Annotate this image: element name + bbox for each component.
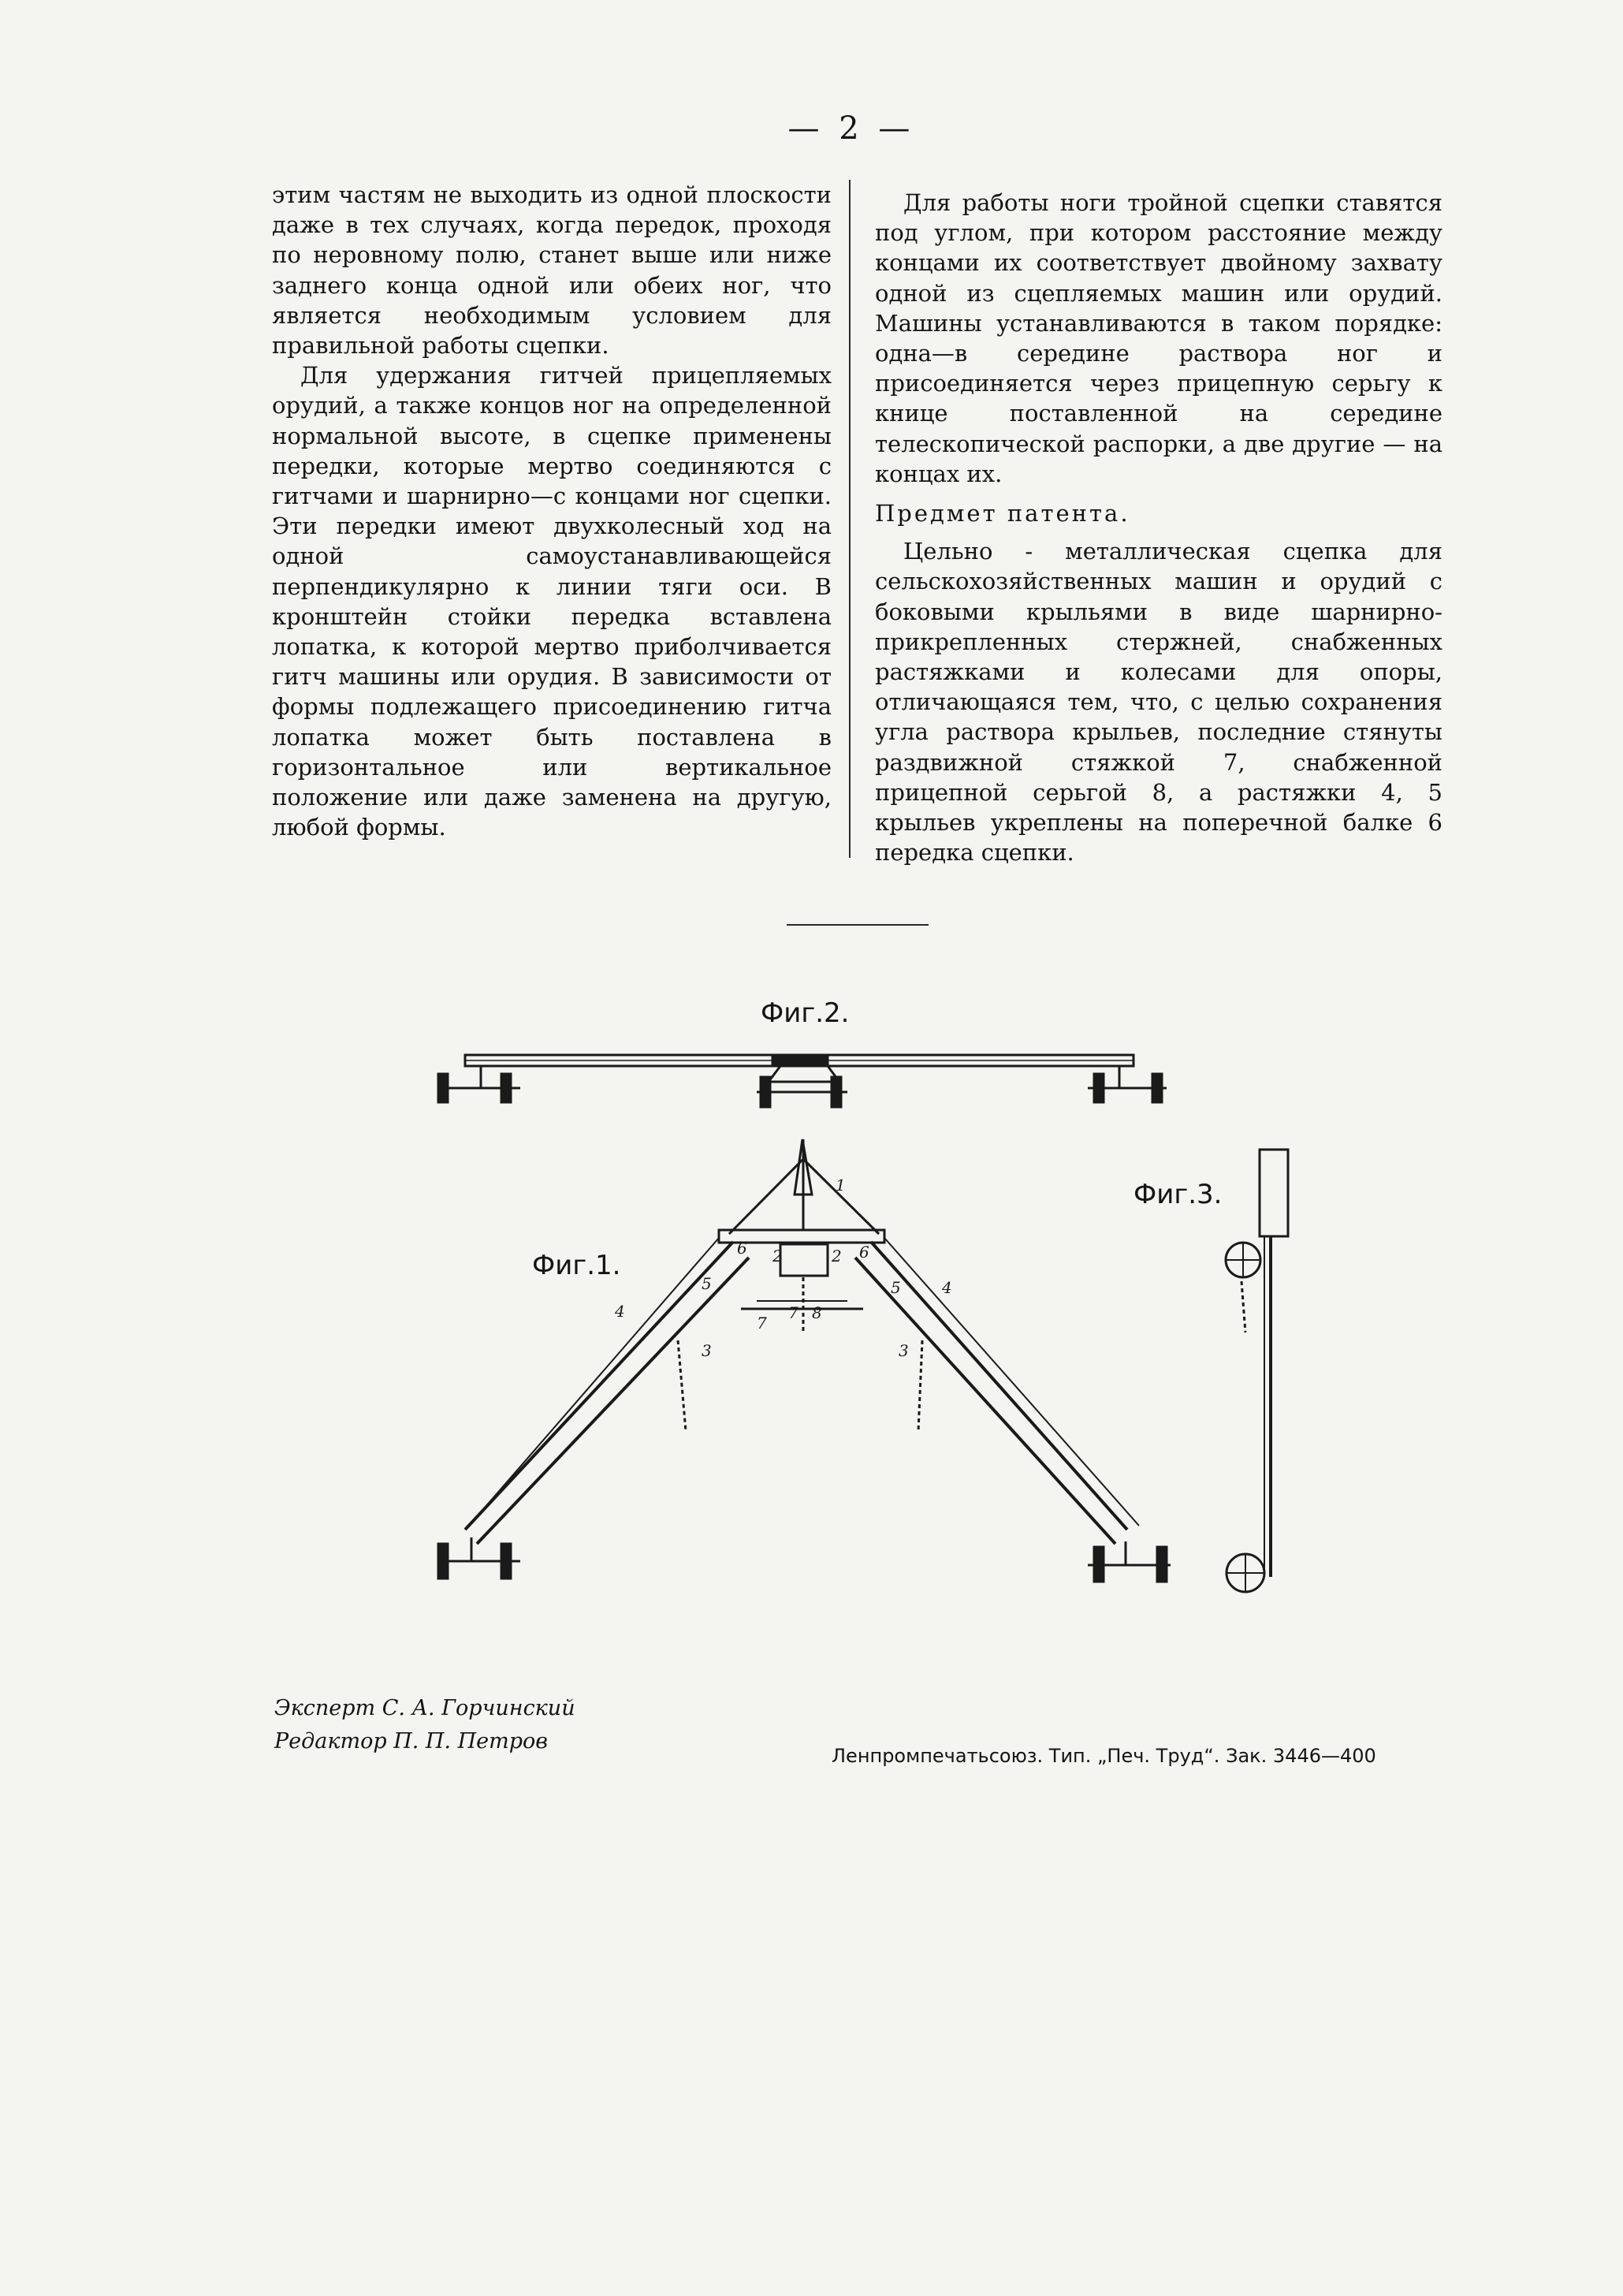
- left-paragraph-1: этим частям не выходить из одной плоскости даже в тех случаях, когда передок, проходя по неровному полю, станет выше или ниже заднего конца одной или обеих ног, что является необходимым условием для правильной работы сцепки.: [272, 181, 832, 360]
- fig3-label: Фиг.3.: [1133, 1179, 1223, 1210]
- expert-credit: Эксперт С. А. Горчинский: [274, 1696, 575, 1720]
- fig1-part-numbers: [614, 1176, 952, 1360]
- part-number-1: 1: [836, 1176, 846, 1195]
- part-number-4b: 4: [942, 1278, 952, 1297]
- part-number-7b: 7: [788, 1303, 798, 1322]
- credits: [274, 1692, 575, 1758]
- part-number-5: 5: [702, 1274, 712, 1293]
- fig1-drawing: [438, 1139, 1171, 1582]
- fig2-drawing: [438, 1055, 1167, 1107]
- part-number-3: 3: [702, 1341, 712, 1360]
- part-number-2: 2: [832, 1247, 842, 1265]
- right-paragraph-1: Для работы ноги тройной сцепки ставятся под углом, при котором расстояние между концами их соответствует двойному захвату одной из сцепляемых машин или орудий. Машины устанавливаются в таком порядке: одна—в середине раствора ног и присоединяется через прицепную серьгу к книце поставленной на середине телескопической распорки, а две другие — на концах их.: [875, 189, 1442, 487]
- part-number-3b: 3: [899, 1341, 909, 1360]
- part-number-6b: 6: [859, 1243, 869, 1262]
- part-number-6: 6: [737, 1239, 747, 1258]
- part-number-7: 7: [757, 1314, 767, 1332]
- part-number-5b: 5: [891, 1278, 901, 1297]
- fig1-label: Фиг.1.: [532, 1250, 621, 1281]
- fig3-drawing: [1226, 1150, 1288, 1592]
- patent-claim-text: Цельно - металлическая сцепка для сельскохозяйственных машин и орудий с боковыми крыльями в виде шарнирно-прикрепленных стержней, снабженных растяжками и колесами для опоры, отличающаяся тем, что, с целью сохранения угла раствора крыльев, последние стянуты раздвижной стяжкой 7, снабженной прицепной серьгой 8, а растяжки 4, 5 крыльев укреплены на поперечной балке 6 передка сцепки.: [875, 538, 1442, 867]
- patent-claim-heading: Предмет патента.: [875, 500, 1130, 527]
- part-number-2b: 2: [772, 1247, 783, 1265]
- left-paragraph-2: Для удержания гитчей прицепляемых орудий, а также концов ног на определенной нормальной высоте, в сцепке применены передки, которые мертво соединяются с гитчами и шарнирно—с концами ног сцепки. Эти передки имеют двухколесный ход на одной самоустанавливающейся перпендикулярно к линии тяги оси. В кронштейн стойки передка вставлена лопатка, к которой мертво приболчивается гитч машины или орудия. В зависимости от формы подлежащего присоединению гитча лопатка может быть поставлена в горизонтальное или вертикальное положение или даже заменена на другую, любой формы.: [272, 362, 832, 841]
- fig2-label: Фиг.2.: [761, 997, 850, 1029]
- part-number-8: 8: [812, 1303, 822, 1322]
- editor-credit: Редактор П. П. Петров: [274, 1729, 549, 1754]
- printer-imprint: Ленпромпечатьсоюз. Тип. „Печ. Труд“. Зак. 3446—400: [832, 1745, 1376, 1767]
- page-number: — 2 —: [787, 110, 915, 147]
- part-number-4: 4: [615, 1302, 625, 1321]
